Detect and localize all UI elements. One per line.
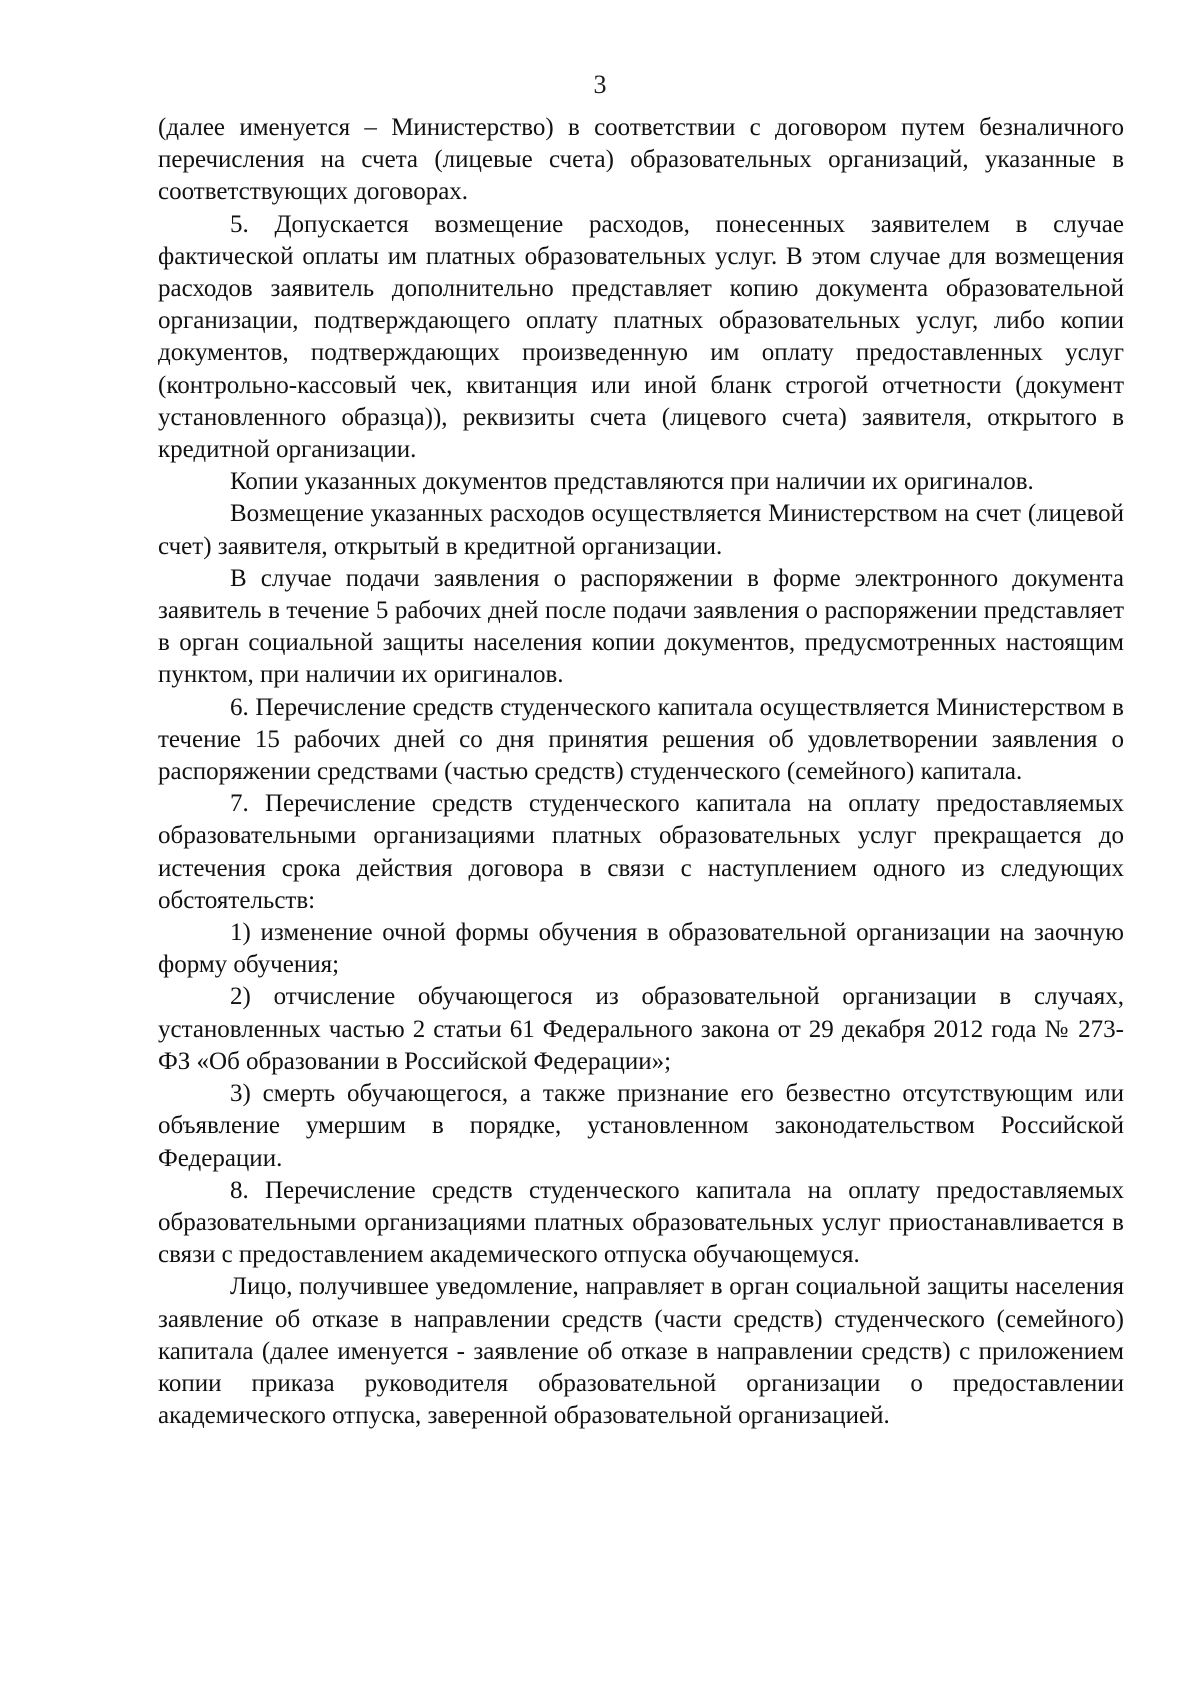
list-item-7-2: 2) отчисление обучающегося из образовательной организации в случаях, установленных частью 2 статьи 61 Федерального закона от 29 декабря 2012 года № 273-ФЗ «Об образовании в Российской Федерации»; (158, 983, 1124, 1075)
document-body (158, 112, 1124, 1432)
paragraph-item-8: 8. Перечисление средств студенческого капитала на оплату предоставляемых образовательными организациями платных образовательных услуг приостанавливается в связи с предоставлением академического отпуска обучающемуся. (158, 1176, 1124, 1269)
paragraph-reimbursement: Возмещение указанных расходов осуществляется Министерством на счет (лицевой счет) заявителя, открытый в кредитной организации. (158, 500, 1124, 560)
list-item-7-1: 1) изменение очной формы обучения в образовательной организации на заочную форму обучения; (158, 919, 1124, 979)
paragraph-electronic-application: В случае подачи заявления о распоряжении в форме электронного документа заявитель в течение 5 рабочих дней после подачи заявления о распоряжении представляет в орган социальной защиты населения копии документов, предусмотренных настоящим пунктом, при наличии их оригиналов. (158, 564, 1124, 689)
paragraph-copies-note: Копии указанных документов представляются при наличии их оригиналов. (230, 468, 1034, 496)
page-number: 3 (593, 70, 607, 99)
paragraph-item-5: 5. Допускается возмещение расходов, понесенных заявителем в случае фактической оплаты им платных образовательных услуг. В этом случае для возмещения расходов заявитель дополнительно представляет копию документа образовательной организации, подтверждающего оплату платных образовательных услуг, либо копии документов, подтверждающих произведенную им оплату предоставленных услуг (контрольно-кассовый чек, квитанция или иной бланк строгой отчетности (документ установленного образца)), реквизиты счета (лицевого счета) заявителя, открытого в кредитной организации. (158, 210, 1124, 464)
paragraph-continuation: (далее именуется – Министерство) в соответствии с договором путем безналичного перечисления на счета (лицевые счета) образовательных организаций, указанные в соответствующих договорах. (158, 114, 1124, 206)
list-item-7-3: 3) смерть обучающегося, а также признание его безвестно отсутствующим или объявление умершим в порядке, установленном законодательством Российской Федерации. (158, 1080, 1124, 1172)
paragraph-refusal-notice: Лицо, получившее уведомление, направляет в орган социальной защиты населения заявление об отказе в направлении средств (части средств) студенческого (семейного) капитала (далее именуется - заявление об отказе в направлении средств) с приложением копии приказа руководителя образовательной организации о предоставлении академического отпуска, заверенной образовательной организацией. (158, 1273, 1124, 1430)
paragraph-item-7: 7. Перечисление средств студенческого капитала на оплату предоставляемых образовательными организациями платных образовательных услуг прекращается до истечения срока действия договора в связи с наступлением одного из следующих обстоятельств: (158, 790, 1124, 914)
paragraph-item-6: 6. Перечисление средств студенческого капитала осуществляется Министерством в течение 15 рабочих дней со дня принятия решения об удовлетворении заявления о распоряжении средствами (частью средств) студенческого (семейного) капитала. (158, 693, 1124, 786)
